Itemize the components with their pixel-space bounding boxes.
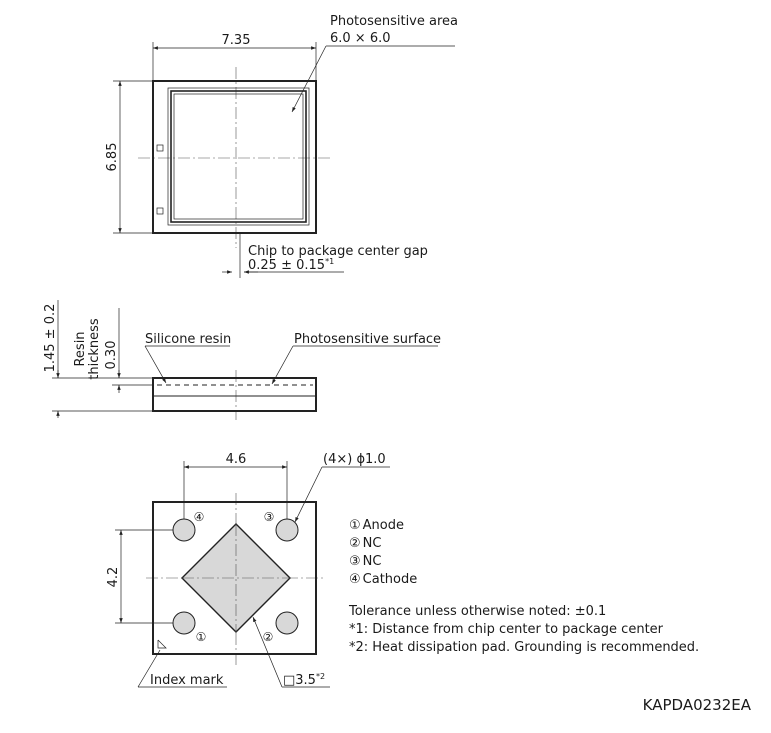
photosensitive-surface-label: Photosensitive surface [294, 332, 442, 347]
pin-legend [349, 518, 417, 587]
photosensitive-chip-mid [171, 91, 306, 222]
heat-pad-ref: *2 [315, 672, 326, 681]
pad-number-4: ④ [193, 510, 205, 524]
pad-diameter-label: (4×) ϕ1.0 [323, 452, 386, 467]
top-height-dimension: 6.85 [105, 142, 120, 172]
photosensitive-area-size: 6.0 × 6.0 [330, 31, 391, 46]
photosensitive-area-label: Photosensitive area [330, 14, 459, 29]
pad-3-nc [276, 519, 298, 541]
pin-legend-item: ① Anode [349, 518, 404, 533]
note-2: *2: Heat dissipation pad. Grounding is recommended. [349, 640, 700, 655]
pad-pitch-vertical: 4.2 [106, 566, 121, 588]
top-view [105, 14, 458, 278]
pin-legend-item: ③ NC [349, 554, 382, 569]
notes [348, 604, 699, 655]
photosensitive-chip-outer [168, 88, 309, 225]
note-tolerance: Tolerance unless otherwise noted: ±0.1 [349, 604, 607, 619]
side-view [43, 300, 441, 420]
index-mark [158, 640, 166, 648]
pad-2-nc [276, 612, 298, 634]
resin-thickness-dimension: 0.30 [104, 340, 119, 370]
pad-number-3: ③ [263, 510, 275, 524]
heat-pad-size-label: □3.5$^{*2}$ [283, 672, 326, 688]
silicone-resin-label: Silicone resin [145, 332, 232, 347]
pin-legend-item: ④ Cathode [349, 572, 418, 587]
drawing-code: KAPDA0232EA [642, 696, 751, 714]
pad-number-2: ② [262, 630, 274, 644]
resin-label-line1: Resin [73, 331, 88, 367]
center-gap-value: $0.25 \pm 0.15^{*1}$ [248, 257, 335, 273]
chip-pad-marker [157, 145, 163, 151]
pad-4-cathode [173, 519, 195, 541]
pad-1-anode [173, 612, 195, 634]
top-width-dimension: 7.35 [221, 33, 251, 48]
chip-pad-marker [157, 208, 163, 214]
total-thickness-dimension: 1.45 ± 0.2 [43, 303, 58, 373]
pin-legend-item: ② NC [349, 536, 382, 551]
center-gap-note-ref: *1 [325, 257, 335, 266]
center-gap-label: Chip to package center gap [248, 244, 428, 259]
index-mark-label: Index mark [150, 673, 224, 688]
bottom-view [106, 452, 390, 688]
note-1: *1: Distance from chip center to package center [349, 622, 664, 637]
package-outline-top [153, 81, 316, 233]
package-outline-side [153, 378, 316, 411]
pad-pitch-horizontal: 4.6 [225, 452, 247, 467]
pad-number-1: ① [195, 630, 207, 644]
photosensitive-area [174, 94, 303, 219]
resin-label-line2: thickness [87, 318, 102, 380]
